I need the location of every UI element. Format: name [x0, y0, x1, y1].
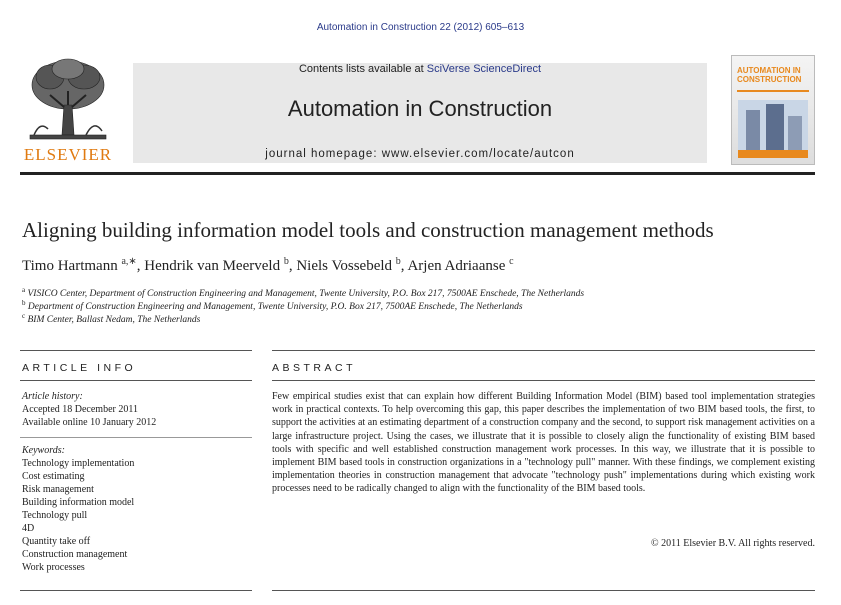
- keywords-label: Keywords:: [22, 445, 65, 456]
- author-list: [22, 256, 514, 275]
- available-date: Available online 10 January 2012: [22, 417, 157, 428]
- keyword-item: 4D: [22, 523, 35, 534]
- affiliation-b: [22, 299, 523, 312]
- article-info-top-rule: [20, 350, 252, 351]
- keyword-item: Technology pull: [22, 510, 88, 521]
- keyword-item: Building information model: [22, 497, 135, 508]
- contents-line: [133, 63, 707, 75]
- sciencedirect-link[interactable]: SciVerse ScienceDirect: [426, 63, 542, 75]
- article-info-bottom-rule: [20, 590, 252, 591]
- contents-prefix: Contents lists available at: [298, 63, 427, 75]
- cover-image: [738, 100, 808, 158]
- abstract-text: Few empirical studies exist that can explain how different Building Information Model (BIM) based tool implementation strategies work in practical contexts. To help overcoming this gap, this paper describes the implementation of two BIM based tools, the first, to support the activities at an estimating department of a construction company and the second, to support risk management activities on a large infrastructure project. Using the cases, we illustrate that it is possible to closely align the functionality of existing BIM based tools with specific and well established construction management work processes. In this way, we illustrate that it is possible to implement BIM based tools in construction organizations in a "technology pull" manner. With these findings, we complement existing implementation theories in construction management that advocate "technology push" implementations during which existing work processes need to be radically changed to align with the functionality of the BIM based tools.: [272, 391, 815, 495]
- keyword-item: Technology implementation: [22, 458, 135, 469]
- abstract-heading: ABSTRACT: [272, 362, 357, 374]
- article-info-heading-rule: [20, 380, 252, 381]
- copyright-notice: © 2011 Elsevier B.V. All rights reserved.: [651, 538, 815, 549]
- keyword-item: Construction management: [22, 549, 128, 560]
- keyword-item: Cost estimating: [22, 471, 85, 482]
- author-separator: ,: [288, 258, 297, 274]
- author-1: Timo Hartmann: [22, 258, 122, 274]
- affiliation-text: BIM Center, Ballast Nedam, The Netherlands: [27, 315, 201, 326]
- author-4-mark[interactable]: c: [509, 256, 514, 267]
- keyword-item: Risk management: [22, 484, 94, 495]
- author-4: Arjen Adriaanse: [407, 258, 510, 274]
- author-1-mark[interactable]: a,∗: [121, 256, 137, 267]
- keyword-item: Work processes: [22, 562, 85, 573]
- affiliation-a: [22, 286, 584, 299]
- affiliation-mark: a: [22, 286, 26, 294]
- article-history: [22, 390, 156, 429]
- cover-title-line1: AUTOMATION IN: [737, 66, 801, 75]
- author-separator: ,: [400, 258, 408, 274]
- author-2: Hendrik van Meerveld: [144, 258, 284, 274]
- keywords-block: [22, 444, 134, 574]
- publisher-name: ELSEVIER: [23, 145, 113, 164]
- abstract-bottom-rule: [272, 590, 815, 591]
- history-label: Article history:: [22, 391, 83, 402]
- keyword-item: Quantity take off: [22, 536, 91, 547]
- affiliation-text: VISICO Center, Department of Construction Engineering and Management, Twente University, P.O. Box 217, 7500AE Enschede, The Netherlands: [27, 289, 585, 300]
- article-title: Aligning building information model tools and construction management methods: [22, 218, 714, 242]
- affiliation-mark: b: [22, 299, 26, 307]
- journal-homepage[interactable]: journal homepage: www.elsevier.com/locate/autcon: [265, 148, 575, 160]
- author-2-mark[interactable]: b: [283, 256, 289, 267]
- keywords-divider: [20, 437, 252, 438]
- abstract-top-rule: [272, 350, 815, 351]
- cover-title-line2: CONSTRUCTION: [737, 75, 802, 84]
- header-rule: [20, 172, 815, 175]
- author-3: Niels Vossebeld: [296, 258, 396, 274]
- affiliation-c: [22, 312, 200, 325]
- author-3-mark[interactable]: b: [395, 256, 401, 267]
- author-separator: ,: [136, 258, 145, 274]
- journal-cover[interactable]: [731, 55, 815, 165]
- abstract-heading-rule: [272, 380, 815, 381]
- affiliation-mark: c: [22, 312, 26, 320]
- journal-reference[interactable]: Automation in Construction 22 (2012) 605–613: [316, 22, 525, 33]
- affiliation-text: Department of Construction Engineering and Management, Twente University, P.O. Box 217, 7500AE Enschede, The Netherlands: [27, 302, 523, 313]
- accepted-date: Accepted 18 December 2011: [22, 404, 138, 415]
- journal-title: Automation in Construction: [287, 96, 553, 121]
- article-info-heading: ARTICLE INFO: [22, 362, 137, 374]
